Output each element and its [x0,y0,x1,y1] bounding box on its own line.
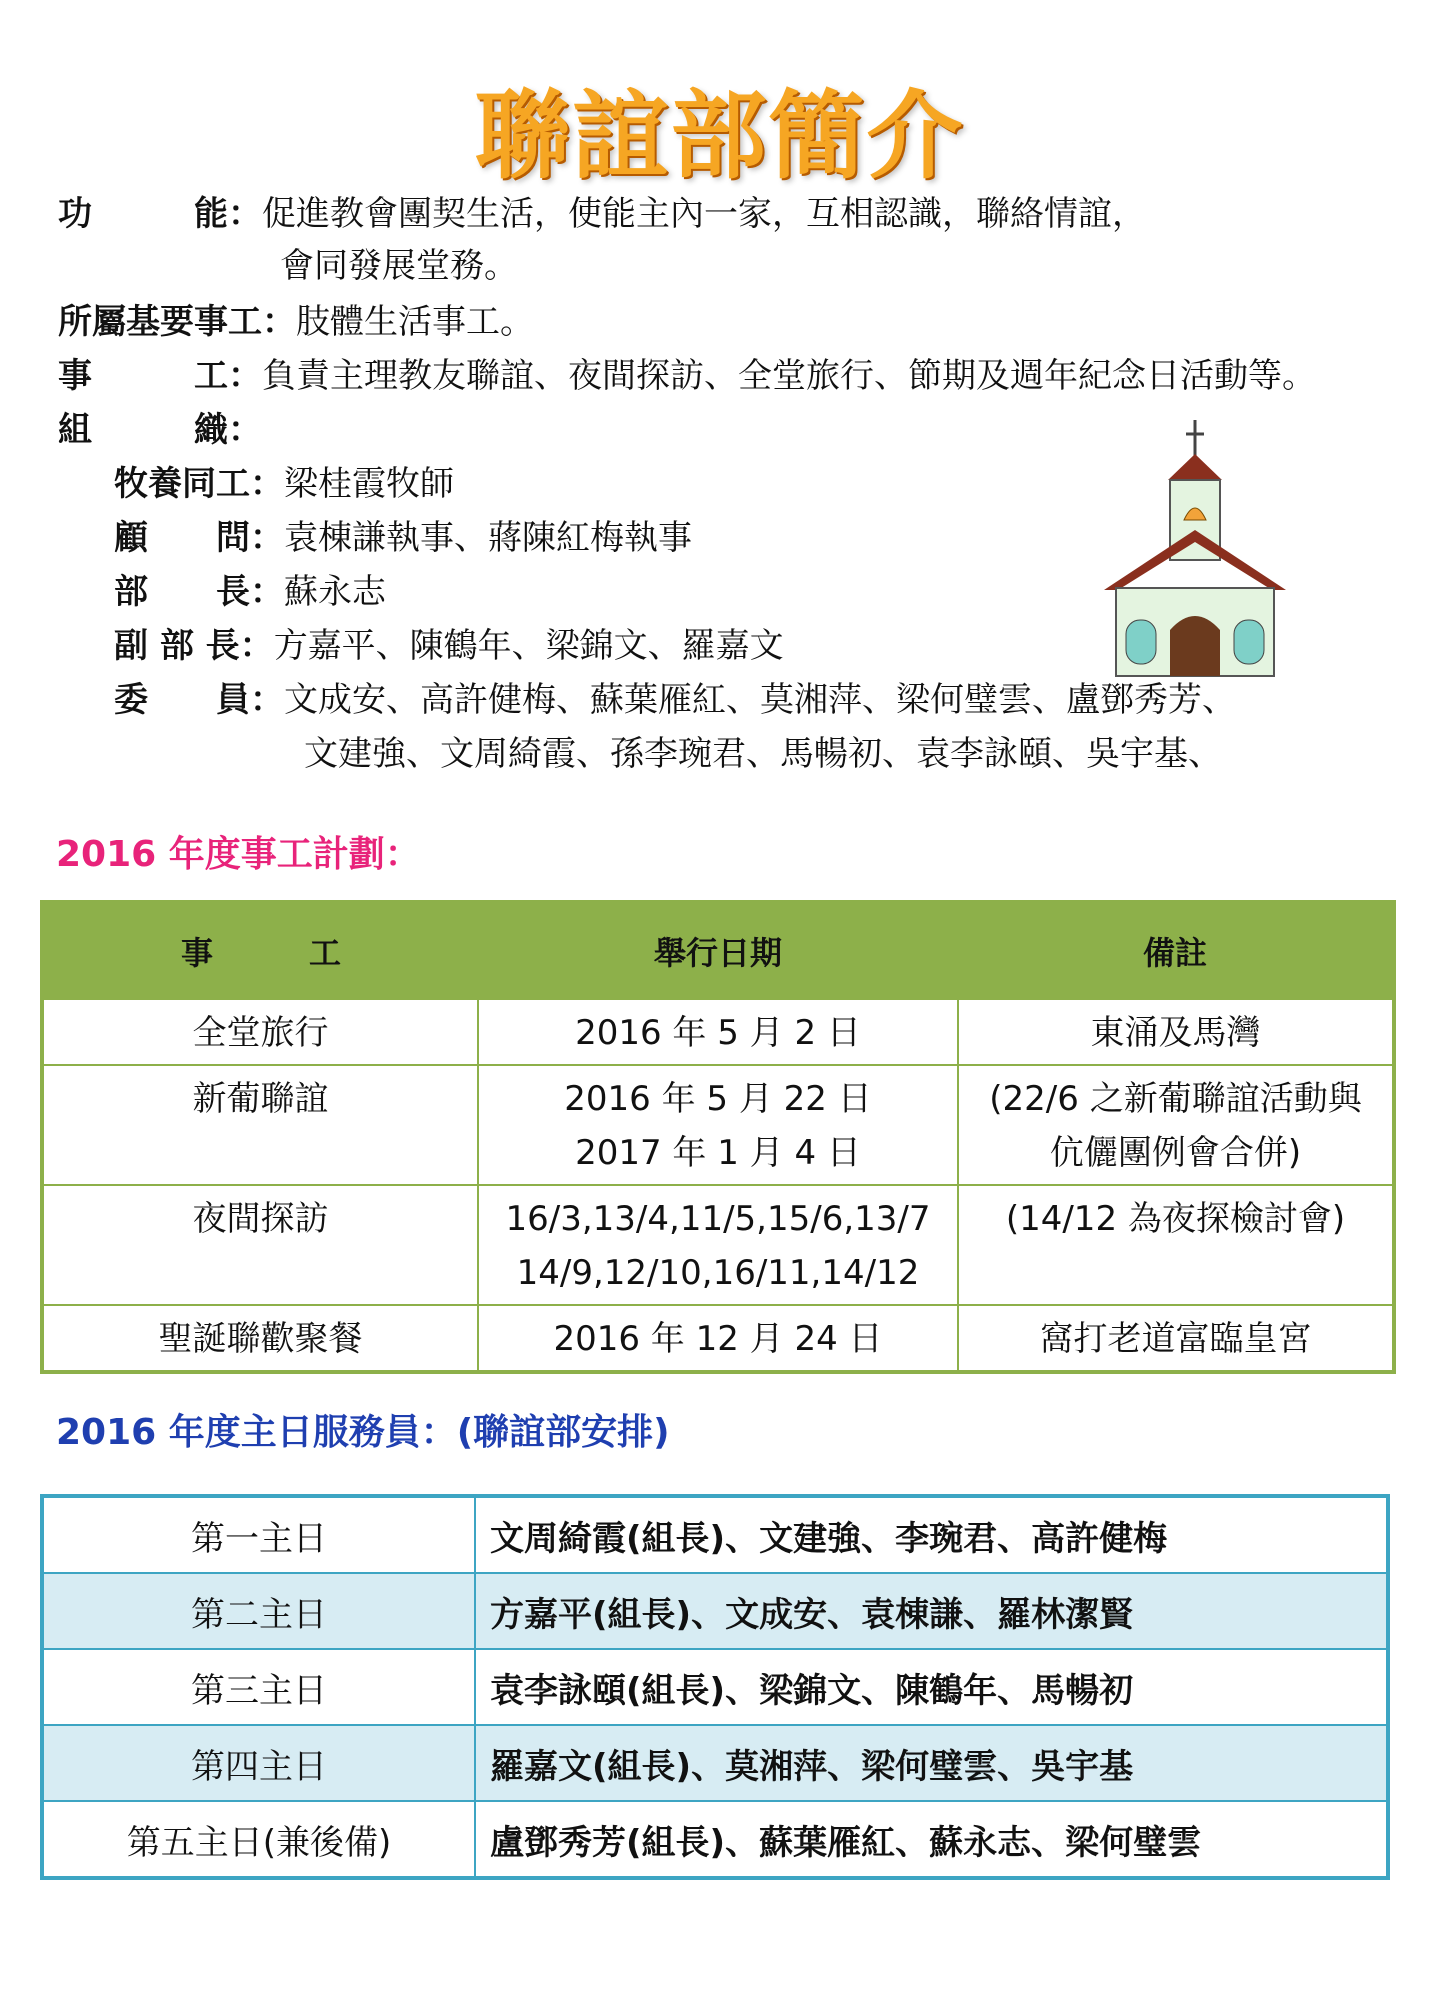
date-cell: 2016 年 5 月 22 日 2017 年 1 月 4 日 [478,1065,958,1185]
names-cell: 文周綺霞(組長)、文建強、李琬君、高許健梅 [475,1496,1388,1573]
church-icon [1100,420,1290,680]
day-cell: 第一主日 [42,1496,475,1573]
plan-table [40,900,1396,1374]
function-text-2: 會同發展堂務。 [280,246,518,286]
day-cell: 第三主日 [42,1649,475,1725]
table-row [42,1305,1394,1372]
org-row [58,402,262,451]
work-cell: 聖誕聯歡聚餐 [42,1305,478,1372]
org-label: 組 織： [58,410,262,450]
advisor-row [114,510,692,559]
note-cell: 東涌及馬灣 [958,999,1394,1065]
member-text: 文成安、高許健梅、蘇葉雁紅、莫湘萍、梁何璧雲、盧鄧秀芳、 [284,680,1236,720]
pastor-text: 梁桂霞牧師 [284,464,454,504]
day-cell: 第五主日(兼後備) [42,1801,475,1878]
function-row-2 [280,238,518,287]
work-cell: 全堂旅行 [42,999,478,1065]
note-cell: (14/12 為夜探檢討會) [958,1185,1394,1305]
function-row [58,186,1146,235]
head-label: 部 長： [114,572,284,612]
advisor-label: 顧 問： [114,518,284,558]
names-cell: 羅嘉文(組長)、莫湘萍、梁何璧雲、吳宇基 [475,1725,1388,1801]
work-row [58,348,1316,397]
day-cell: 第四主日 [42,1725,475,1801]
names-cell: 方嘉平(組長)、文成安、袁棟謙、羅林潔賢 [475,1573,1388,1649]
head-text: 蘇永志 [284,572,386,612]
function-text: 促進教會團契生活，使能主內一家，互相認識，聯絡情誼， [262,194,1146,234]
page-title: 聯誼部簡介 [474,79,965,192]
head-row [114,564,386,613]
ministry-row [58,294,534,343]
table-row [42,1801,1388,1878]
duty-heading: 2016 年度主日服務員：(聯誼部安排) [56,1412,670,1453]
plan-heading: 2016 年度事工計劃： [56,834,421,875]
pastor-label: 牧養同工： [114,464,284,504]
work-cell: 夜間探訪 [42,1185,478,1305]
table-row [42,1185,1394,1305]
col-header-work: 事 工 [42,902,478,999]
vice-row [114,618,784,667]
col-header-note: 備註 [958,902,1394,999]
col-header-date: 舉行日期 [478,902,958,999]
table-row [42,1725,1388,1801]
vice-text: 方嘉平、陳鶴年、梁錦文、羅嘉文 [273,626,784,666]
work-label: 事 工： [58,356,262,396]
member-row-2 [304,726,1222,775]
date-cell: 16/3,13/4,11/5,15/6,13/7 14/9,12/10,16/11,14/12 [478,1185,958,1305]
table-row [42,1496,1388,1573]
table-row [42,1573,1388,1649]
note-cell: (22/6 之新葡聯誼活動與 伉儷團例會合併) [958,1065,1394,1185]
plan-header-row [42,902,1394,999]
work-cell: 新葡聯誼 [42,1065,478,1185]
names-cell: 袁李詠頤(組長)、梁錦文、陳鶴年、馬暢初 [475,1649,1388,1725]
date-cell: 2016 年 12 月 24 日 [478,1305,958,1372]
ministry-label: 所屬基要事工： [58,302,296,342]
ministry-text: 肢體生活事工。 [296,302,534,342]
member-label: 委 員： [114,680,284,720]
table-row [42,999,1394,1065]
table-row [42,1649,1388,1725]
names-cell: 盧鄧秀芳(組長)、蘇葉雁紅、蘇永志、梁何璧雲 [475,1801,1388,1878]
day-cell: 第二主日 [42,1573,475,1649]
function-label: 功 能： [58,194,262,234]
advisor-text: 袁棟謙執事、蔣陳紅梅執事 [284,518,692,558]
member-text-2: 文建強、文周綺霞、孫李琬君、馬暢初、袁李詠頤、吳宇基、 [304,734,1222,774]
duty-table [40,1494,1390,1880]
note-cell: 窩打老道富臨皇宮 [958,1305,1394,1372]
table-row [42,1065,1394,1185]
pastor-row [114,456,454,505]
vice-label: 副 部 長： [114,626,274,666]
date-cell: 2016 年 5 月 2 日 [478,999,958,1065]
work-text: 負責主理教友聯誼、夜間探訪、全堂旅行、節期及週年紀念日活動等。 [262,356,1316,396]
member-row [114,672,1236,721]
